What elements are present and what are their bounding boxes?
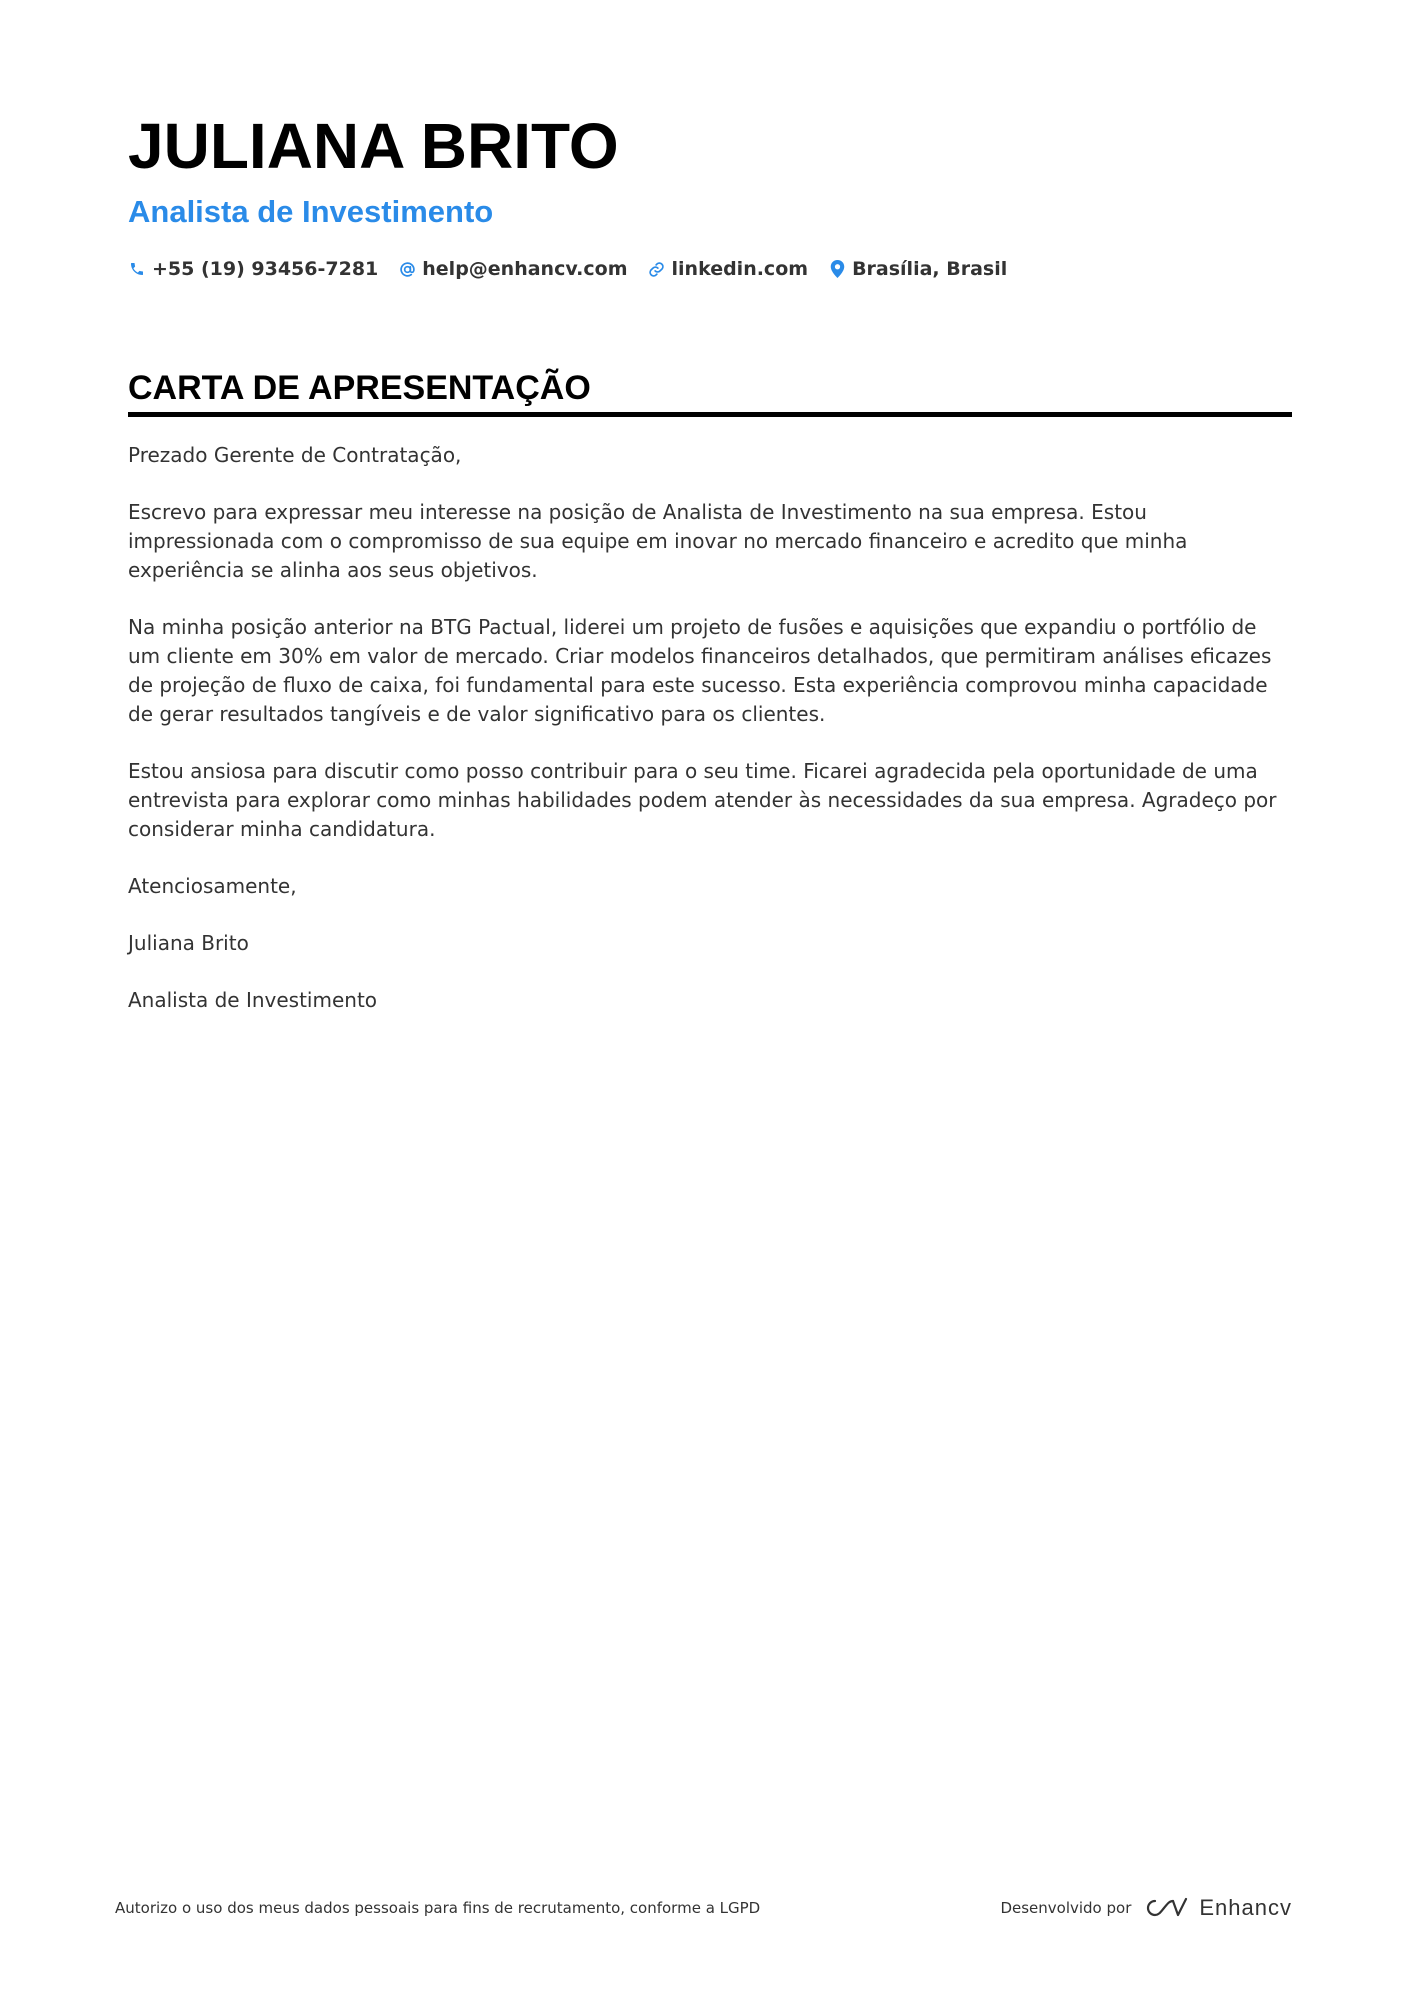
- signature-role: Analista de Investimento: [128, 988, 378, 1012]
- letter-closing: Atenciosamente,: [128, 874, 297, 898]
- letter-greeting: Prezado Gerente de Contratação,: [128, 443, 462, 467]
- link-icon: [648, 260, 666, 278]
- at-icon: [398, 260, 416, 278]
- phone-icon: [128, 260, 146, 278]
- letter-body: [128, 441, 1292, 1015]
- contact-linkedin-text: linkedin.com: [671, 258, 809, 280]
- location-pin-icon: [828, 260, 846, 278]
- contact-email[interactable]: [398, 258, 627, 280]
- consent-text: Autorizo o uso dos meus dados pessoais para fins de recrutamento, conforme a LGPD: [115, 1899, 761, 1917]
- header: [128, 108, 1292, 280]
- letter-paragraph: Escrevo para expressar meu interesse na posição de Analista de Investimento na sua empresa. Estou impressionada com o compromisso de sua equipe em inovar no mercado financeiro e acredito que minha experiência se alinha aos seus objetivos.: [128, 500, 1188, 582]
- contact-phone: [128, 258, 378, 280]
- contact-linkedin[interactable]: [648, 258, 809, 280]
- contact-location: [828, 258, 1007, 280]
- enhancv-logo-icon: [1143, 1896, 1189, 1920]
- signature-name: Juliana Brito: [128, 931, 249, 955]
- contact-location-text: Brasília, Brasil: [852, 258, 1008, 280]
- cover-letter-section: [128, 366, 1292, 1043]
- powered-by-label: Desenvolvido por: [1000, 1899, 1132, 1917]
- contact-info: [128, 258, 1292, 280]
- letter-paragraph: Na minha posição anterior na BTG Pactual, liderei um projeto de fusões e aquisições que expandiu o portfólio de um cliente em 30% em valor de mercado. Criar modelos financeiros detalhados, que permitiram análises eficazes de projeção de fluxo de caixa, foi fundamental para este sucesso. Esta experiência comprovou minha capacidade de gerar resultados tangíveis e de valor significativo para os clientes.: [128, 615, 1272, 726]
- contact-phone-text: +55 (19) 93456-7281: [152, 258, 379, 280]
- powered-by[interactable]: [1000, 1895, 1292, 1921]
- contact-email-text: help@enhancv.com: [422, 258, 628, 280]
- candidate-name: JULIANA BRITO: [128, 110, 619, 182]
- section-title: CARTA DE APRESENTAÇÃO: [128, 366, 1292, 417]
- candidate-role: Analista de Investimento: [128, 194, 494, 229]
- footer: [115, 1895, 1292, 1925]
- letter-paragraph: Estou ansiosa para discutir como posso contribuir para o seu time. Ficarei agradecida pela oportunidade de uma entrevista para explorar como minhas habilidades podem atender às necessidades da sua empresa. Agradeço por considerar minha candidatura.: [128, 759, 1277, 841]
- enhancv-brand-name: Enhancv: [1199, 1895, 1292, 1920]
